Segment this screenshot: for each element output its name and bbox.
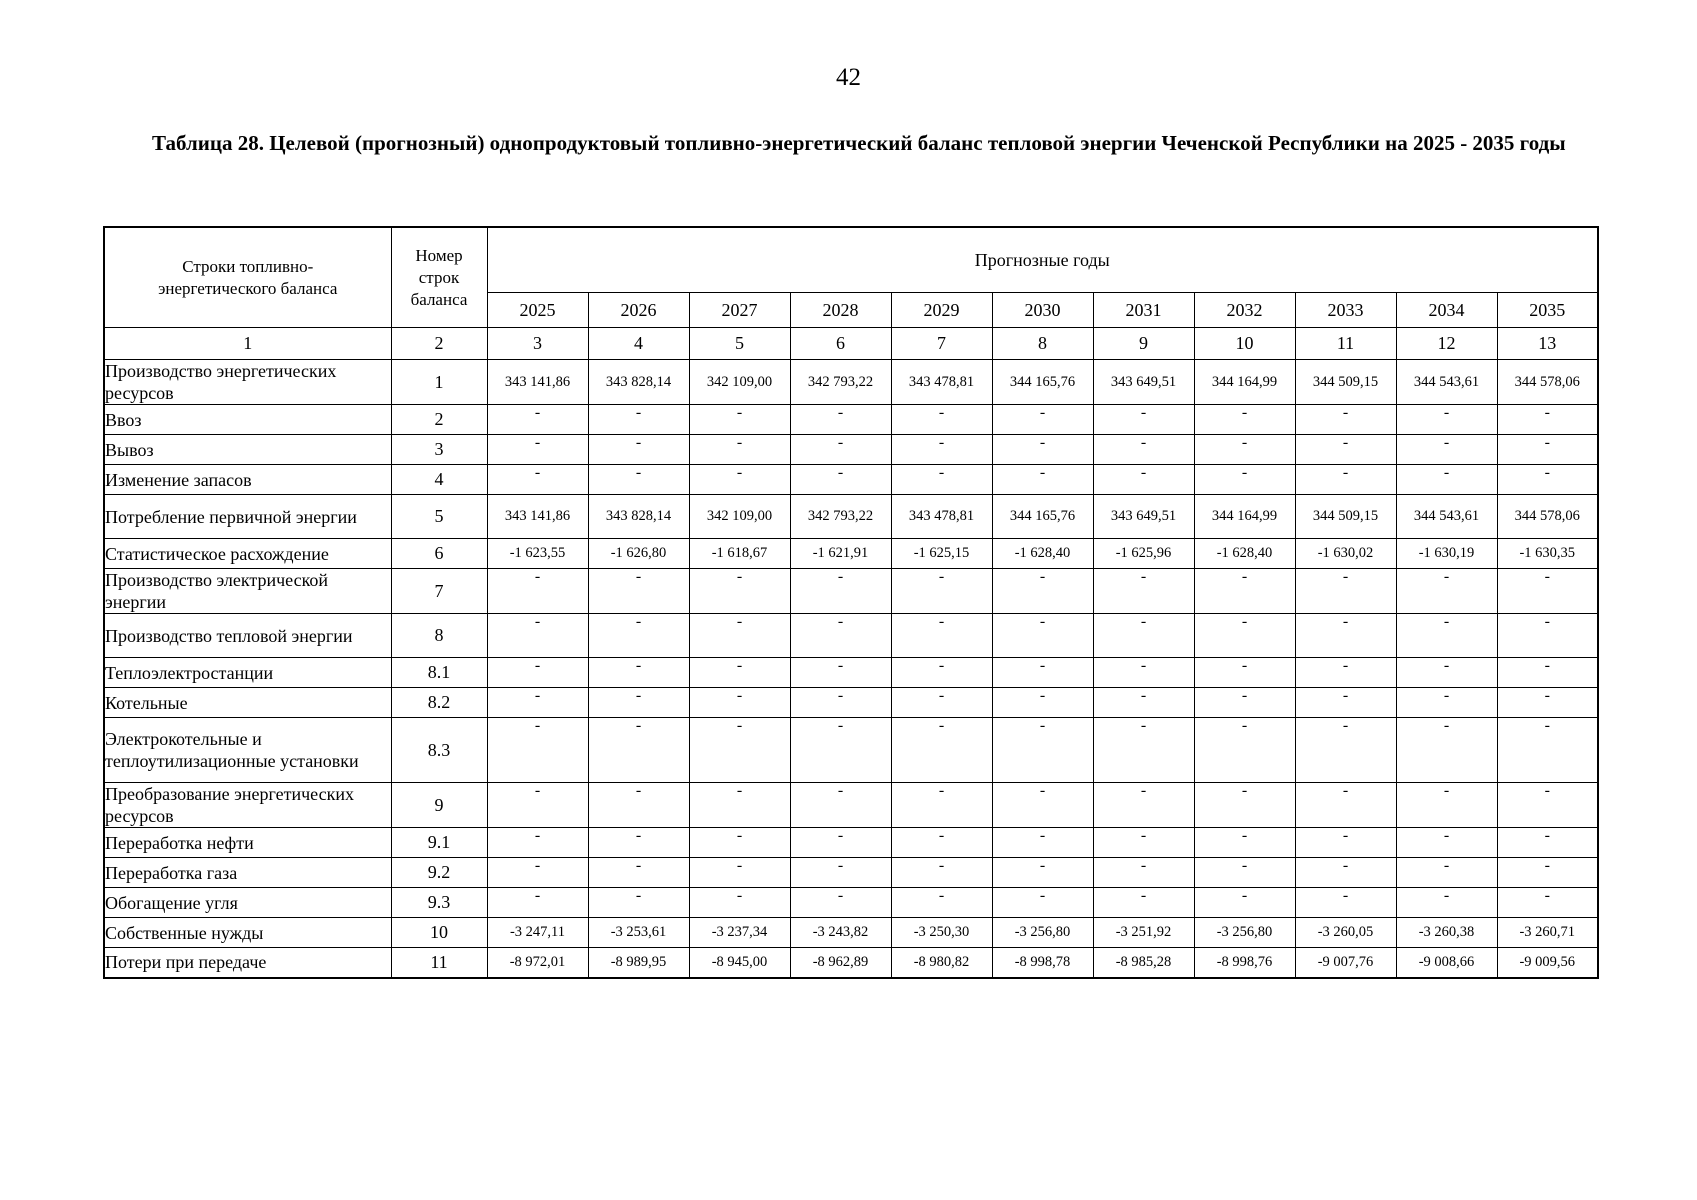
row-number: 1	[391, 360, 487, 405]
row-number: 9	[391, 783, 487, 828]
column-number: 7	[891, 328, 992, 360]
value-cell: -	[1497, 783, 1598, 828]
value-cell: -1 628,40	[1194, 539, 1295, 569]
value-cell: -	[1396, 888, 1497, 918]
header-year: 2034	[1396, 293, 1497, 328]
table-row	[104, 918, 1598, 948]
value-cell: 342 109,00	[689, 495, 790, 539]
value-cell: 343 478,81	[891, 360, 992, 405]
header-year: 2028	[790, 293, 891, 328]
table-row	[104, 718, 1598, 783]
value-cell: 344 164,99	[1194, 360, 1295, 405]
value-cell: 344 165,76	[992, 495, 1093, 539]
value-cell: -	[1295, 569, 1396, 614]
value-cell: 344 578,06	[1497, 495, 1598, 539]
value-cell: -	[1497, 858, 1598, 888]
value-cell: -9 007,76	[1295, 948, 1396, 978]
value-cell: 343 478,81	[891, 495, 992, 539]
value-cell: -	[1093, 888, 1194, 918]
value-cell: -	[1396, 435, 1497, 465]
header-year: 2029	[891, 293, 992, 328]
value-cell: -	[487, 783, 588, 828]
value-cell: -	[992, 828, 1093, 858]
value-cell: -	[1194, 569, 1295, 614]
row-number: 9.1	[391, 828, 487, 858]
value-cell: -	[1497, 718, 1598, 783]
column-number: 12	[1396, 328, 1497, 360]
value-cell: -	[992, 405, 1093, 435]
row-number: 8.1	[391, 658, 487, 688]
value-cell: 342 109,00	[689, 360, 790, 405]
row-name: Потребление первичной энергии	[104, 495, 391, 539]
value-cell: 344 578,06	[1497, 360, 1598, 405]
value-cell: -	[891, 405, 992, 435]
value-cell: -	[1194, 658, 1295, 688]
row-number: 10	[391, 918, 487, 948]
column-number: 11	[1295, 328, 1396, 360]
row-number: 8	[391, 614, 487, 658]
header-year: 2032	[1194, 293, 1295, 328]
value-cell: -8 989,95	[588, 948, 689, 978]
value-cell: -	[1396, 688, 1497, 718]
row-number: 8.2	[391, 688, 487, 718]
value-cell: -	[689, 435, 790, 465]
value-cell: -	[1295, 465, 1396, 495]
value-cell: 344 543,61	[1396, 495, 1497, 539]
table-row	[104, 948, 1598, 978]
value-cell: -	[689, 858, 790, 888]
value-cell: 342 793,22	[790, 360, 891, 405]
value-cell: -	[1194, 858, 1295, 888]
row-name: Производство энергетических ресурсов	[104, 360, 391, 405]
value-cell: -	[588, 658, 689, 688]
value-cell: -	[1396, 718, 1497, 783]
row-name: Теплоэлектростанции	[104, 658, 391, 688]
value-cell: -	[1194, 435, 1295, 465]
value-cell: -	[1396, 858, 1497, 888]
value-cell: -	[1093, 658, 1194, 688]
value-cell: -	[689, 465, 790, 495]
value-cell: -	[1295, 888, 1396, 918]
value-cell: -	[1497, 569, 1598, 614]
header-year: 2027	[689, 293, 790, 328]
column-number: 9	[1093, 328, 1194, 360]
value-cell: -	[891, 828, 992, 858]
column-number: 6	[790, 328, 891, 360]
value-cell: -	[588, 888, 689, 918]
value-cell: -	[1396, 828, 1497, 858]
value-cell: -8 998,78	[992, 948, 1093, 978]
value-cell: -1 630,35	[1497, 539, 1598, 569]
value-cell: -	[487, 569, 588, 614]
value-cell: -	[487, 405, 588, 435]
value-cell: -1 630,19	[1396, 539, 1497, 569]
value-cell: -1 630,02	[1295, 539, 1396, 569]
column-number: 4	[588, 328, 689, 360]
header-year: 2030	[992, 293, 1093, 328]
value-cell: -3 260,38	[1396, 918, 1497, 948]
value-cell: -	[790, 718, 891, 783]
value-cell: -	[1497, 435, 1598, 465]
row-number: 9.2	[391, 858, 487, 888]
row-number: 7	[391, 569, 487, 614]
value-cell: -	[790, 888, 891, 918]
value-cell: -	[992, 569, 1093, 614]
value-cell: -	[992, 465, 1093, 495]
value-cell: -	[1093, 858, 1194, 888]
table-row	[104, 658, 1598, 688]
value-cell: -	[1497, 614, 1598, 658]
row-number: 2	[391, 405, 487, 435]
column-number: 10	[1194, 328, 1295, 360]
value-cell: -	[992, 614, 1093, 658]
value-cell: -	[588, 688, 689, 718]
value-cell: -	[689, 658, 790, 688]
value-cell: -	[790, 828, 891, 858]
row-number: 3	[391, 435, 487, 465]
value-cell: -	[588, 828, 689, 858]
table-row	[104, 688, 1598, 718]
header-row-number: Номер строк баланса	[391, 227, 487, 328]
row-name: Котельные	[104, 688, 391, 718]
value-cell: -1 618,67	[689, 539, 790, 569]
row-number: 4	[391, 465, 487, 495]
row-number: 9.3	[391, 888, 487, 918]
column-number: 2	[391, 328, 487, 360]
value-cell: -	[487, 888, 588, 918]
value-cell: -	[588, 569, 689, 614]
value-cell: -	[1093, 435, 1194, 465]
value-cell: -	[891, 614, 992, 658]
value-cell: -	[689, 828, 790, 858]
value-cell: -	[992, 658, 1093, 688]
value-cell: -	[992, 783, 1093, 828]
value-cell: -	[790, 435, 891, 465]
header-forecast-years: Прогнозные годы	[487, 227, 1598, 293]
column-number: 3	[487, 328, 588, 360]
value-cell: -	[1497, 405, 1598, 435]
value-cell: -	[1093, 614, 1194, 658]
header-row-top	[104, 227, 1598, 293]
row-name: Статистическое расхождение	[104, 539, 391, 569]
row-name: Обогащение угля	[104, 888, 391, 918]
value-cell: -	[1396, 405, 1497, 435]
value-cell: -	[1497, 828, 1598, 858]
value-cell: -	[689, 405, 790, 435]
value-cell: -3 243,82	[790, 918, 891, 948]
value-cell: -	[588, 405, 689, 435]
table-row	[104, 360, 1598, 405]
value-cell: -	[1093, 405, 1194, 435]
value-cell: -	[487, 658, 588, 688]
value-cell: -	[487, 614, 588, 658]
value-cell: -3 237,34	[689, 918, 790, 948]
value-cell: -	[487, 718, 588, 783]
header-year: 2031	[1093, 293, 1194, 328]
column-numbers-row	[104, 328, 1598, 360]
column-number: 8	[992, 328, 1093, 360]
value-cell: 343 649,51	[1093, 495, 1194, 539]
row-name: Переработка газа	[104, 858, 391, 888]
value-cell: -	[1396, 569, 1497, 614]
column-number: 5	[689, 328, 790, 360]
value-cell: -	[790, 614, 891, 658]
table-row	[104, 435, 1598, 465]
value-cell: -	[588, 435, 689, 465]
value-cell: -	[1295, 858, 1396, 888]
value-cell: 344 543,61	[1396, 360, 1497, 405]
value-cell: -	[588, 858, 689, 888]
value-cell: -	[1497, 688, 1598, 718]
value-cell: -	[1093, 465, 1194, 495]
value-cell: -	[790, 858, 891, 888]
value-cell: -	[1093, 688, 1194, 718]
value-cell: -	[487, 465, 588, 495]
value-cell: 343 141,86	[487, 360, 588, 405]
row-name: Переработка нефти	[104, 828, 391, 858]
value-cell: -1 625,96	[1093, 539, 1194, 569]
value-cell: -	[790, 405, 891, 435]
value-cell: 342 793,22	[790, 495, 891, 539]
value-cell: -	[588, 718, 689, 783]
header-balance-rows: Строки топливно-энергетического баланса	[104, 227, 391, 328]
value-cell: -	[487, 688, 588, 718]
value-cell: -	[1194, 888, 1295, 918]
value-cell: -	[891, 888, 992, 918]
value-cell: 344 164,99	[1194, 495, 1295, 539]
value-cell: -8 972,01	[487, 948, 588, 978]
value-cell: -8 998,76	[1194, 948, 1295, 978]
value-cell: 343 649,51	[1093, 360, 1194, 405]
value-cell: -8 945,00	[689, 948, 790, 978]
row-name: Потери при передаче	[104, 948, 391, 978]
value-cell: -	[689, 569, 790, 614]
row-name: Изменение запасов	[104, 465, 391, 495]
value-cell: -	[689, 614, 790, 658]
value-cell: -	[891, 718, 992, 783]
value-cell: -	[1396, 465, 1497, 495]
value-cell: -	[790, 658, 891, 688]
table-row	[104, 858, 1598, 888]
table-title: Таблица 28. Целевой (прогнозный) однопродуктовый топливно-энергетический баланс тепловой энергии Чеченской Республики на 2025 - 2035 годы	[152, 131, 1566, 155]
value-cell: -	[992, 858, 1093, 888]
value-cell: -	[588, 465, 689, 495]
value-cell: -	[1194, 828, 1295, 858]
value-cell: -	[992, 888, 1093, 918]
table-row	[104, 495, 1598, 539]
table-row	[104, 539, 1598, 569]
row-name: Преобразование энергетических ресурсов	[104, 783, 391, 828]
value-cell: -	[487, 858, 588, 888]
table-row	[104, 569, 1598, 614]
balance-table	[103, 226, 1599, 979]
value-cell: -	[891, 465, 992, 495]
value-cell: -3 256,80	[992, 918, 1093, 948]
value-cell: -	[992, 435, 1093, 465]
value-cell: -	[1295, 828, 1396, 858]
value-cell: -	[891, 858, 992, 888]
value-cell: -	[1497, 658, 1598, 688]
value-cell: -8 985,28	[1093, 948, 1194, 978]
value-cell: -	[891, 569, 992, 614]
value-cell: -	[992, 688, 1093, 718]
value-cell: -1 625,15	[891, 539, 992, 569]
header-year: 2033	[1295, 293, 1396, 328]
value-cell: -	[790, 783, 891, 828]
header-year: 2035	[1497, 293, 1598, 328]
value-cell: -	[1396, 658, 1497, 688]
value-cell: -3 260,71	[1497, 918, 1598, 948]
value-cell: -3 260,05	[1295, 918, 1396, 948]
value-cell: -	[1295, 718, 1396, 783]
value-cell: -9 009,56	[1497, 948, 1598, 978]
value-cell: -	[1295, 405, 1396, 435]
row-name: Вывоз	[104, 435, 391, 465]
value-cell: -8 980,82	[891, 948, 992, 978]
value-cell: -	[487, 828, 588, 858]
column-number: 1	[104, 328, 391, 360]
row-name: Производство электрической энергии	[104, 569, 391, 614]
value-cell: -	[891, 783, 992, 828]
value-cell: -	[1396, 614, 1497, 658]
value-cell: 344 509,15	[1295, 495, 1396, 539]
value-cell: -	[1194, 614, 1295, 658]
value-cell: -	[891, 658, 992, 688]
value-cell: -	[1194, 688, 1295, 718]
value-cell: -9 008,66	[1396, 948, 1497, 978]
row-number: 8.3	[391, 718, 487, 783]
value-cell: -	[1093, 718, 1194, 783]
value-cell: -	[689, 688, 790, 718]
value-cell: 344 165,76	[992, 360, 1093, 405]
value-cell: 344 509,15	[1295, 360, 1396, 405]
row-name: Ввоз	[104, 405, 391, 435]
value-cell: 343 828,14	[588, 495, 689, 539]
value-cell: -	[1194, 718, 1295, 783]
value-cell: -3 253,61	[588, 918, 689, 948]
table-row	[104, 614, 1598, 658]
value-cell: -	[790, 569, 891, 614]
table-row	[104, 888, 1598, 918]
value-cell: -3 256,80	[1194, 918, 1295, 948]
value-cell: -	[1295, 435, 1396, 465]
value-cell: -	[1295, 658, 1396, 688]
value-cell: -	[891, 435, 992, 465]
table-row	[104, 828, 1598, 858]
value-cell: -	[689, 783, 790, 828]
value-cell: -	[588, 614, 689, 658]
value-cell: -1 628,40	[992, 539, 1093, 569]
value-cell: -	[689, 888, 790, 918]
value-cell: -	[1194, 405, 1295, 435]
table-row	[104, 465, 1598, 495]
value-cell: -3 247,11	[487, 918, 588, 948]
value-cell: -1 626,80	[588, 539, 689, 569]
value-cell: -3 251,92	[1093, 918, 1194, 948]
value-cell: 343 141,86	[487, 495, 588, 539]
value-cell: -	[1396, 783, 1497, 828]
value-cell: -	[1093, 569, 1194, 614]
value-cell: -	[1295, 614, 1396, 658]
value-cell: -	[487, 435, 588, 465]
value-cell: -	[1295, 688, 1396, 718]
table-row	[104, 405, 1598, 435]
value-cell: -1 623,55	[487, 539, 588, 569]
row-number: 6	[391, 539, 487, 569]
value-cell: -	[790, 688, 891, 718]
header-year: 2026	[588, 293, 689, 328]
value-cell: -	[588, 783, 689, 828]
value-cell: -1 621,91	[790, 539, 891, 569]
row-name: Электрокотельные и теплоутилизационные установки	[104, 718, 391, 783]
value-cell: -	[790, 465, 891, 495]
value-cell: -	[1093, 828, 1194, 858]
value-cell: -	[891, 688, 992, 718]
header-year: 2025	[487, 293, 588, 328]
value-cell: -3 250,30	[891, 918, 992, 948]
value-cell: -8 962,89	[790, 948, 891, 978]
value-cell: -	[1497, 465, 1598, 495]
row-name: Собственные нужды	[104, 918, 391, 948]
value-cell: -	[1093, 783, 1194, 828]
row-name: Производство тепловой энергии	[104, 614, 391, 658]
row-number: 5	[391, 495, 487, 539]
value-cell: 343 828,14	[588, 360, 689, 405]
table-row	[104, 783, 1598, 828]
page-number: 42	[836, 64, 861, 91]
value-cell: -	[1497, 888, 1598, 918]
column-number: 13	[1497, 328, 1598, 360]
value-cell: -	[992, 718, 1093, 783]
value-cell: -	[689, 718, 790, 783]
row-number: 11	[391, 948, 487, 978]
value-cell: -	[1194, 783, 1295, 828]
value-cell: -	[1194, 465, 1295, 495]
value-cell: -	[1295, 783, 1396, 828]
